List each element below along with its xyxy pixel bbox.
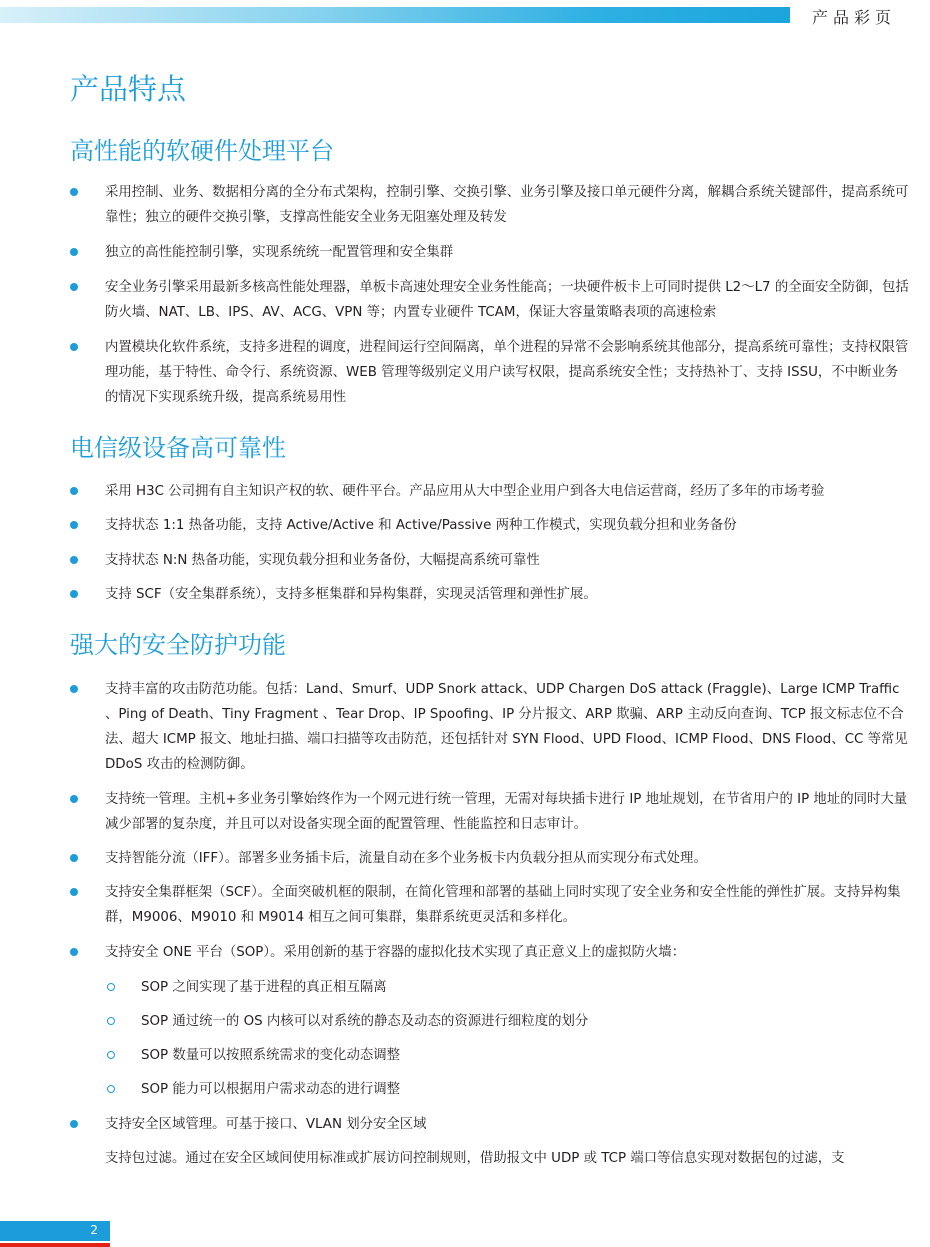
list-item xyxy=(105,180,910,230)
list-item-text: 安全业务引擎采用最新多核高性能处理器，单板卡高速处理安全业务性能高；一块硬件板卡上可同时提供 L2～L7 的全面安全防御，包括防火墙、NAT、LB、IPS、AV、ACG、VPN 等；内置专业硬件 TCAM，保证大容量策略表项的高速检索 xyxy=(105,280,909,320)
list-item xyxy=(105,582,910,607)
list-item xyxy=(105,1112,910,1137)
bullet-dot-icon xyxy=(70,948,78,956)
sub-list-item xyxy=(141,1043,911,1068)
bullet-dot-icon xyxy=(70,854,78,862)
list-item xyxy=(105,548,910,573)
header-label: 产品彩页 xyxy=(812,8,897,27)
sub-list-item-text: SOP 之间实现了基于进程的真正相互隔离 xyxy=(141,980,387,995)
sub-list-item-text: SOP 能力可以根据用户需求动态的进行调整 xyxy=(141,1082,401,1097)
header-gradient-bar xyxy=(0,7,790,23)
ring-bullet-icon xyxy=(107,1051,115,1059)
ring-bullet-icon xyxy=(107,983,115,991)
list-item-text: 支持统一管理。主机+多业务引擎始终作为一个网元进行统一管理，无需对每块插卡进行 IP 地址规划，在节省用户的 IP 地址的同时大量减少部署的复杂度，并且可以对设备实现全面的配置管理、性能监控和日志审计。 xyxy=(105,792,908,832)
bullet-dot-icon xyxy=(70,556,78,564)
bullet-dot-icon xyxy=(70,188,78,196)
list-item-text: 支持安全区域管理。可基于接口、VLAN 划分安全区域 xyxy=(105,1117,427,1132)
sub-list-item-text: SOP 通过统一的 OS 内核可以对系统的静态及动态的资源进行细粒度的划分 xyxy=(141,1014,589,1029)
section-heading-performance: 高性能的软硬件处理平台 xyxy=(70,137,334,165)
list-item-text: 支持丰富的攻击防范功能。包括：Land、Smurf、UDP Snork attack、UDP Chargen DoS attack (Fraggle)、Large ICMP Traffic 、Ping of Death、Tiny Fragment 、Tear Drop、IP Spoofing、IP 分片报文、ARP 欺骗、ARP 主动反向查询、TCP 报文标志位不合法、超大 ICMP 报文、地址扫描、端口扫描等攻击防范，还包括针对 SYN Flood、UPD Flood、ICMP Flood、DNS Flood、CC 等常见 DDoS 攻击的检测防御。 xyxy=(105,682,908,772)
list-item-text: 支持安全 ONE 平台（SOP）。采用创新的基于容器的虚拟化技术实现了真正意义上的虚拟防火墙： xyxy=(105,945,686,960)
list-item xyxy=(105,787,910,837)
bullet-dot-icon xyxy=(70,487,78,495)
bullet-dot-icon xyxy=(70,590,78,598)
bullet-dot-icon xyxy=(70,283,78,291)
list-item xyxy=(105,940,910,965)
list-item-text: 支持安全集群框架（SCF）。全面突破机框的限制，在简化管理和部署的基础上同时实现了安全业务和安全性能的弹性扩展。支持异构集群，M9006、M9010 和 M9014 相互之间可集群，集群系统更灵活和多样化。 xyxy=(105,885,901,925)
section-heading-security: 强大的安全防护功能 xyxy=(70,631,286,659)
list-item xyxy=(105,1146,910,1171)
footer-red-line xyxy=(0,1243,110,1247)
list-item xyxy=(105,479,910,504)
list-item xyxy=(105,240,910,265)
bullet-dot-icon xyxy=(70,248,78,256)
list-item xyxy=(105,513,910,538)
list-item-text: 支持状态 1:1 热备功能，支持 Active/Active 和 Active/Passive 两种工作模式，实现负载分担和业务备份 xyxy=(105,518,737,533)
bullet-dot-icon xyxy=(70,1120,78,1128)
list-item-text: 独立的高性能控制引擎，实现系统统一配置管理和安全集群 xyxy=(105,245,454,260)
list-item-text: 支持智能分流（IFF）。部署多业务插卡后，流量自动在多个业务板卡内负载分担从而实现分布式处理。 xyxy=(105,851,707,866)
bullet-dot-icon xyxy=(70,521,78,529)
bullet-dot-icon xyxy=(70,888,78,896)
page-number-box xyxy=(0,1221,110,1241)
page-title: 产品特点 xyxy=(70,72,187,106)
list-item xyxy=(105,335,910,410)
ring-bullet-icon xyxy=(107,1017,115,1025)
section-heading-reliability: 电信级设备高可靠性 xyxy=(70,434,286,462)
bullet-dot-icon xyxy=(70,795,78,803)
sub-list-item xyxy=(141,1009,911,1034)
list-item-text: 内置模块化软件系统，支持多进程的调度，进程间运行空间隔离，单个进程的异常不会影响系统其他部分，提高系统可靠性；支持权限管理功能，基于特性、命令行、系统资源、WEB 管理等级别定义用户读写权限，提高系统安全性；支持热补丁、支持 ISSU，不中断业务的情况下实现系统升级，提高系统易用性 xyxy=(105,340,909,405)
list-item-text: 支持包过滤。通过在安全区域间使用标准或扩展访问控制规则，借助报文中 UDP 或 TCP 端口等信息实现对数据包的过滤，支 xyxy=(105,1151,845,1166)
list-item-text: 支持状态 N:N 热备功能，实现负载分担和业务备份，大幅提高系统可靠性 xyxy=(105,553,540,568)
list-item xyxy=(105,880,910,930)
list-item xyxy=(105,275,910,325)
page-number: 2 xyxy=(90,1223,98,1237)
sub-list-item-text: SOP 数量可以按照系统需求的变化动态调整 xyxy=(141,1048,401,1063)
sub-list-item xyxy=(141,1077,911,1102)
list-item-text: 采用 H3C 公司拥有自主知识产权的软、硬件平台。产品应用从大中型企业用户到各大电信运营商，经历了多年的市场考验 xyxy=(105,484,825,499)
bullet-dot-icon xyxy=(70,685,78,693)
list-item-text: 采用控制、业务、数据相分离的全分布式架构，控制引擎、交换引擎、业务引擎及接口单元硬件分离，解耦合系统关键部件，提高系统可靠性；独立的硬件交换引擎，支撑高性能安全业务无阻塞处理及转发 xyxy=(105,185,909,225)
sub-list-item xyxy=(141,975,911,1000)
ring-bullet-icon xyxy=(107,1085,115,1093)
list-item xyxy=(105,677,910,777)
bullet-dot-icon xyxy=(70,343,78,351)
list-item-text: 支持 SCF（安全集群系统），支持多框集群和异构集群，实现灵活管理和弹性扩展。 xyxy=(105,587,597,602)
list-item xyxy=(105,846,910,871)
